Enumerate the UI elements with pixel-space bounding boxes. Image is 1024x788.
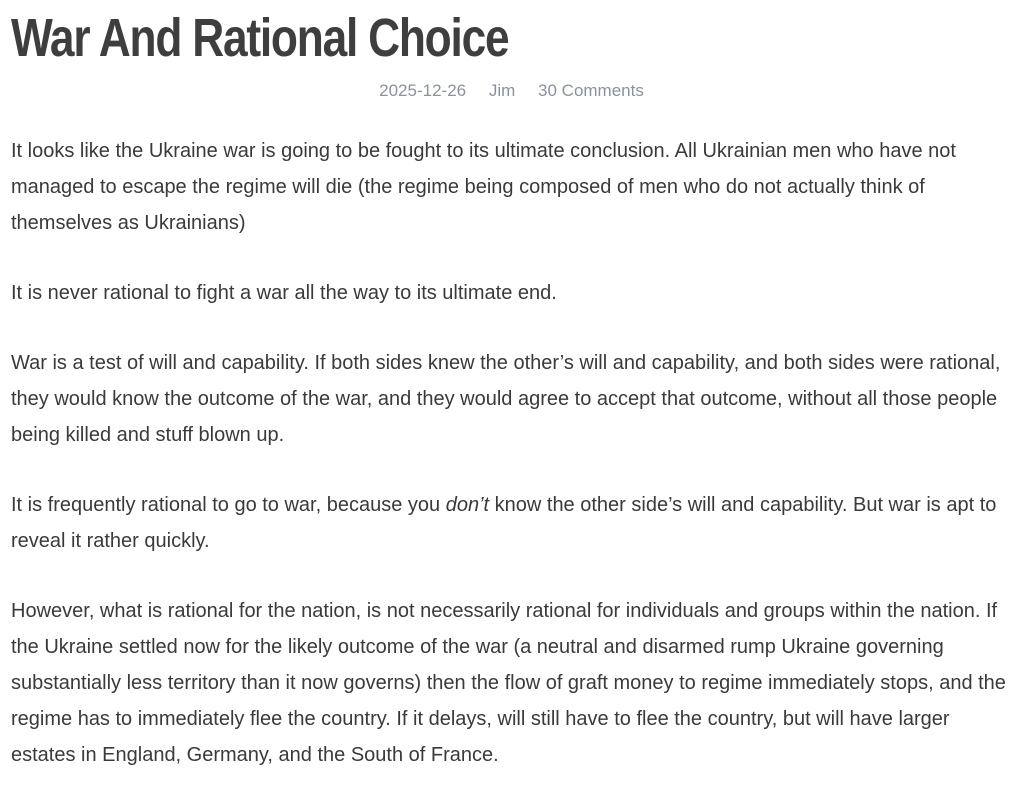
paragraph-4-emphasis: don’t <box>445 494 490 516</box>
post-date-link[interactable]: 2025-12-26 <box>379 81 467 100</box>
post-meta <box>11 80 1012 102</box>
paragraph-1: It looks like the Ukraine war is going to be fought to its ultimate conclusion. All Ukrainian men who have not managed to escape the regime will die (the regime being composed of men who do not actually think of themselves as Ukrainians) <box>11 140 956 234</box>
post-content <box>11 133 1012 773</box>
paragraph-2: It is never rational to fight a war all the way to its ultimate end. <box>11 282 557 304</box>
paragraph-4-text-start: It is frequently rational to go to war, because you <box>11 494 446 516</box>
paragraph-3: War is a test of will and capability. If both sides knew the other’s will and capability, and both sides were rational, they would know the outcome of the war, and they would agree to accept that outcome, without all those people being killed and stuff blown up. <box>11 352 1001 446</box>
post-title: War And Rational Choice <box>11 8 509 68</box>
paragraph-4 <box>11 487 1012 559</box>
post-author-link[interactable]: Jim <box>488 81 516 100</box>
paragraph-4-text-end: know the other side’s will and capability. But war is apt to reveal it rather quickly. <box>11 494 997 552</box>
post-comments-link[interactable]: 30 Comments <box>538 81 644 100</box>
paragraph-5: However, what is rational for the nation, is not necessarily rational for individuals and groups within the nation. If the Ukraine settled now for the likely outcome of the war (a neutral and disarmed rump Ukraine governing substantially less territory than it now governs) then the flow of graft money to regime immediately stops, and the regime has to immediately flee the country. If it delays, will still have to flee the country, but will have larger estates in England, Germany, and the South of France. <box>11 600 1006 766</box>
